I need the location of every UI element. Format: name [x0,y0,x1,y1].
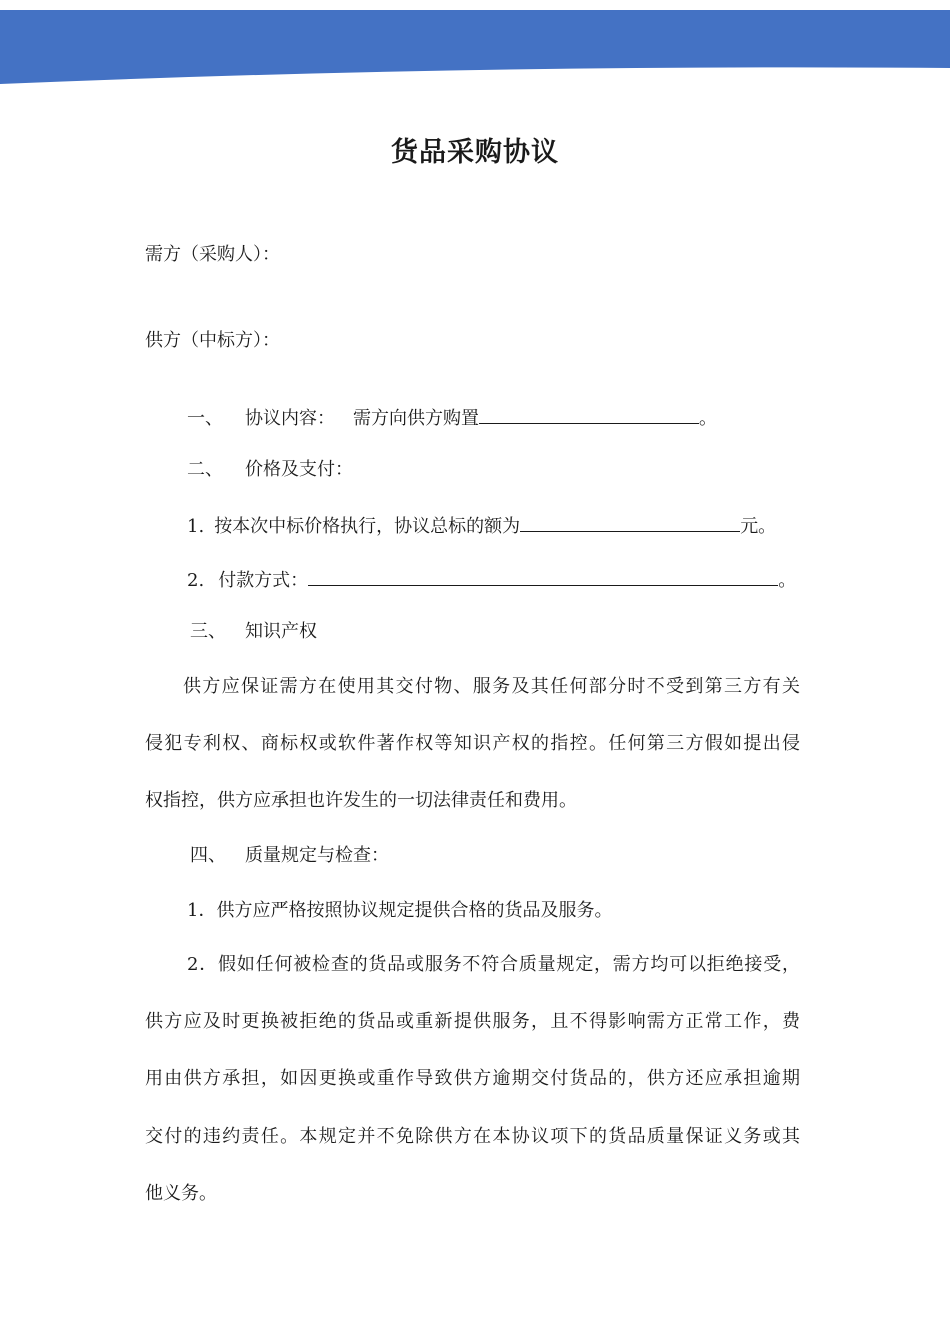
total-amount-blank [520,513,740,532]
section-4-number: 四、 [190,845,226,866]
section-2 [187,459,353,481]
paragraph-line: 供方应及时更换被拒绝的货品或重新提供服务，且不得影响需方正常工作，费 [145,1011,800,1032]
paragraph-line: 权指控，供方应承担也许发生的一切法律责任和费用。 [145,790,577,811]
paragraph-line: 用由供方承担，如因更换或重作导致供方逾期交付货品的，供方还应承担逾期 [145,1068,800,1089]
payment-method-blank [308,567,778,586]
item-2-2-end: 。 [778,570,797,591]
section-2-number: 二、 [187,459,223,480]
header-band [0,0,950,90]
section-2-label: 价格及支付： [245,459,353,480]
item-2-1-text: 按本次中标价格执行，协议总标的额为 [214,516,521,537]
section-1-text: 需方向供方购置 [353,408,479,429]
section-3-number: 三、 [190,621,226,642]
item-2-1 [187,513,776,538]
paragraph-line: 交付的违约责任。本规定并不免除供方在本协议项下的货品质量保证义务或其 [145,1126,800,1147]
section-1-end: 。 [699,408,717,429]
paragraph-line: 侵犯专利权、商标权或软件著作权等知识产权的指控。任何第三方假如提出侵 [145,733,800,754]
paragraph-line: 2．假如任何被检查的货品或服务不符合质量规定，需方均可以拒绝接受， [187,954,800,975]
item-2-2-number: 2. [187,570,205,591]
section-1-number: 一、 [187,408,223,429]
paragraph-line: 他义务。 [145,1183,217,1204]
purchase-item-blank [479,405,699,424]
paragraph-line: 供方应保证需方在使用其交付物、服务及其任何部分时不受到第三方有关 [183,676,800,697]
supplier-label: 供方（中标方）： [145,330,280,351]
item-4-1: 1．供方应严格按照协议规定提供合格的货品及服务。 [187,900,613,921]
item-2-2-text: 付款方式： [218,570,309,591]
section-4 [190,845,389,867]
item-2-2 [187,567,796,592]
section-3 [190,621,317,643]
section-1-label: 协议内容： [245,408,335,429]
section-1 [187,405,717,430]
buyer-label: 需方（采购人）： [145,244,280,265]
section-4-label: 质量规定与检查： [245,845,389,866]
section-3-label: 知识产权 [245,621,317,642]
document-title: 货品采购协议 [391,137,559,168]
item-2-1-number: 1. [187,516,205,537]
item-2-1-end: 元。 [740,516,777,537]
